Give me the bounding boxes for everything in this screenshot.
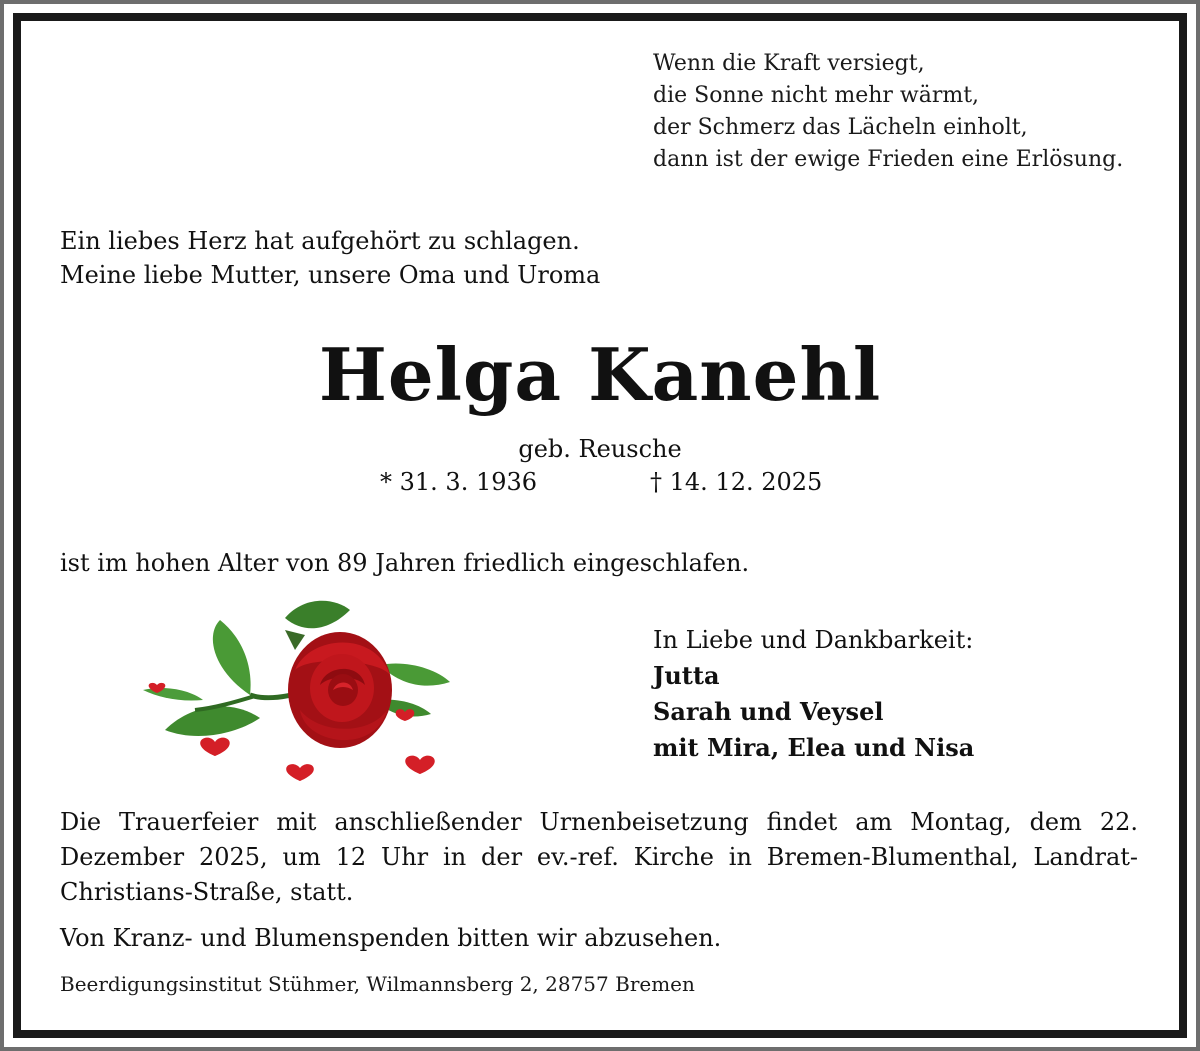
wreath-text: Von Kranz- und Blumenspenden bitten wir abzusehen.: [60, 924, 722, 952]
heart-shape: [405, 756, 435, 774]
poem-line: die Sonne nicht mehr wärmt,: [653, 83, 980, 108]
intro-line: Ein liebes Herz hat aufgehört zu schlagen.: [60, 227, 580, 255]
poem-line: dann ist der ewige Frieden eine Erlösung.: [653, 147, 1124, 172]
intro-text: [60, 224, 600, 292]
heart-shape: [286, 764, 314, 781]
ceremony-text: Die Trauerfeier mit anschließender Urnenbeisetzung findet am Montag, dem 22. Dezember 2025, um 12 Uhr in der ev.-ref. Kirche in Bremen-Blumenthal, Landrat-Christians-Straße, statt.: [60, 808, 1138, 906]
leaf-shape: [165, 706, 260, 736]
heart-shape: [200, 738, 230, 756]
leaf-shape: [213, 620, 251, 695]
family-name: Sarah und Veysel: [653, 697, 884, 726]
family-name: mit Mira, Elea und Nisa: [653, 733, 975, 762]
undertaker-address: Beerdigungsinstitut Stühmer, Wilmannsberg 2, 28757 Bremen: [60, 972, 695, 996]
passed-away-text: ist im hohen Alter von 89 Jahren friedlich eingeschlafen.: [60, 549, 750, 577]
poem: [653, 48, 1123, 176]
rose-petal: [328, 674, 358, 706]
family-signatures: [653, 622, 974, 766]
poem-line: der Schmerz das Lächeln einholt,: [653, 115, 1028, 140]
family-name: Jutta: [653, 661, 720, 690]
family-heading: In Liebe und Dankbarkeit:: [653, 626, 974, 654]
sepal: [285, 630, 305, 650]
death-date: † 14. 12. 2025: [650, 468, 823, 496]
deceased-name: Helga Kanehl: [318, 332, 882, 417]
maiden-name: geb. Reusche: [518, 435, 682, 463]
leaf-shape: [285, 601, 350, 628]
birth-date: * 31. 3. 1936: [380, 468, 538, 496]
intro-line: Meine liebe Mutter, unsere Oma und Uroma: [60, 261, 601, 289]
red-rose-with-hearts-icon: [135, 590, 455, 785]
poem-line: Wenn die Kraft versiegt,: [653, 51, 925, 76]
